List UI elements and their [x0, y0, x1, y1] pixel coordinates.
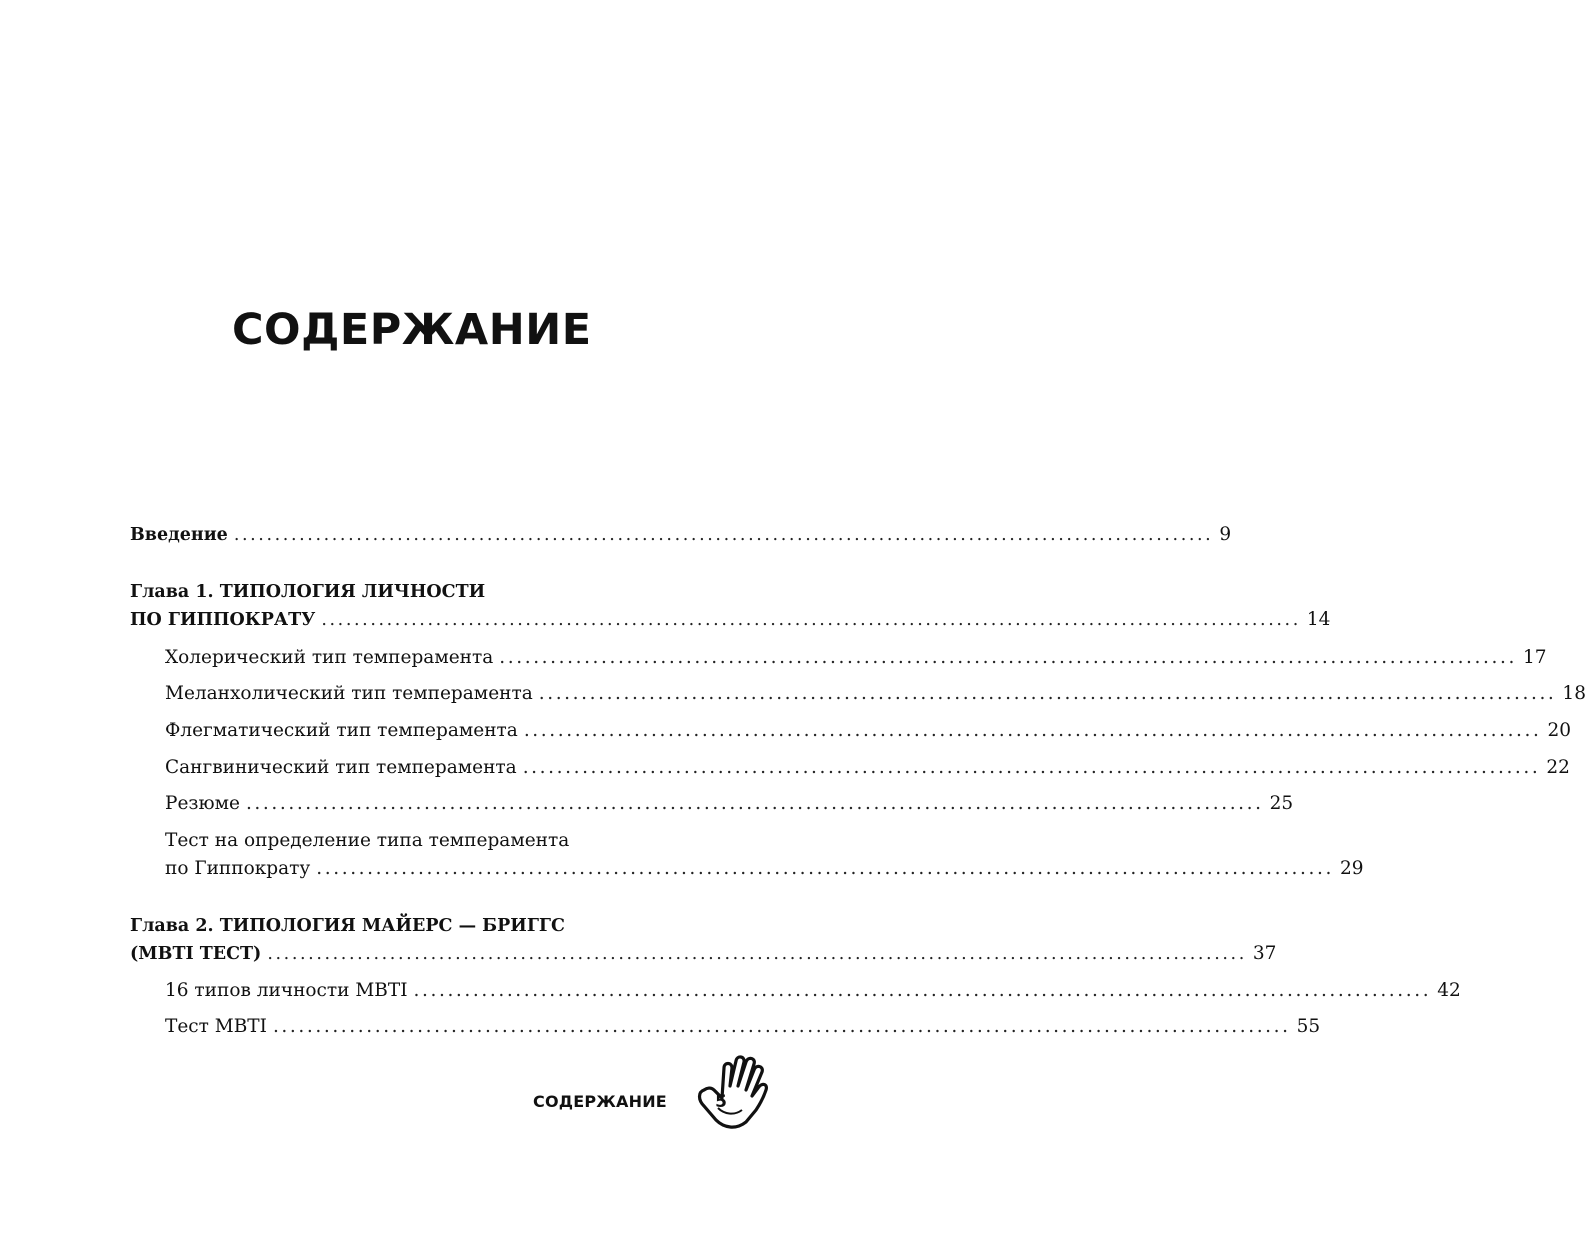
toc-entry-label: Глава 2. ТИПОЛОГИЯ МАЙЕРС — БРИГГС: [130, 916, 565, 936]
toc-page-number: 20: [1547, 720, 1572, 741]
toc-leader-dots: ........................................................................................................................: [267, 944, 1247, 964]
toc-entry-choleric[interactable]: [165, 643, 1547, 673]
page-title: СОДЕРЖАНИЕ: [232, 305, 592, 355]
toc-entry-summary[interactable]: [165, 789, 1294, 819]
toc-leader-dots: ........................................................................................................................: [523, 720, 1542, 741]
toc-entry-label: по Гиппократу: [165, 858, 311, 879]
toc-page-number: 17: [1522, 647, 1547, 668]
toc-page-number: 14: [1306, 609, 1331, 630]
toc-entry-label: Тест на определение типа темперамента: [165, 830, 570, 851]
toc-page-number: 18: [1562, 683, 1586, 704]
toc-leader-dots: ........................................................................................................................: [538, 683, 1557, 704]
toc-entry-label: Введение: [130, 525, 228, 545]
toc-entry-sanguine[interactable]: [165, 753, 1570, 783]
toc-chapter-1-title[interactable]: [130, 577, 485, 607]
toc-entry-label: 16 типов личности MBTI: [165, 980, 408, 1001]
page-number: 5: [715, 1092, 727, 1112]
toc-chapter-2-title[interactable]: [130, 911, 565, 941]
toc-entry-label: Глава 1. ТИПОЛОГИЯ ЛИЧНОСТИ: [130, 582, 486, 602]
toc-entry-test[interactable]: [165, 854, 1364, 884]
running-footer-label: СОДЕРЖАНИЕ: [533, 1092, 667, 1111]
toc-entry-mbti-test[interactable]: [165, 1012, 1321, 1042]
hand-icon: [690, 1050, 772, 1132]
toc-entry-melancholic[interactable]: [165, 679, 1586, 709]
toc-entry-test-title[interactable]: [165, 826, 569, 856]
toc-leader-dots: ........................................................................................................................: [316, 858, 1334, 879]
toc-chapter-1[interactable]: [130, 605, 1331, 635]
toc-leader-dots: ........................................................................................................................: [272, 1016, 1291, 1037]
toc-entry-label: ПО ГИППОКРАТУ: [130, 610, 316, 630]
toc-page-number: 29: [1339, 858, 1364, 879]
toc-entry-16-types[interactable]: [165, 976, 1461, 1006]
toc-page-number: 55: [1296, 1016, 1321, 1037]
toc-entry-label: Меланхолический тип темперамента: [165, 683, 533, 704]
toc-entry-label: Тест MBTI: [165, 1016, 267, 1037]
toc-entry-label: Флегматический тип темперамента: [165, 720, 518, 741]
toc-leader-dots: ........................................................................................................................: [245, 793, 1264, 814]
toc-entry-phlegmatic[interactable]: [165, 716, 1572, 746]
toc-entry-label: (MBTI ТЕСТ): [130, 944, 262, 964]
toc-leader-dots: ........................................................................................................................: [499, 647, 1517, 668]
toc-entry-label: Резюме: [165, 793, 240, 814]
toc-page-number: 25: [1269, 793, 1294, 814]
toc-chapter-2[interactable]: [130, 939, 1277, 969]
toc-page-number: 42: [1437, 980, 1461, 1001]
toc-page-number: 37: [1252, 943, 1277, 964]
toc-leader-dots: ........................................................................................................................: [321, 610, 1301, 630]
toc-entry-label: Сангвинический тип темперамента: [165, 757, 517, 778]
toc-entry-label: Холерический тип темперамента: [165, 647, 494, 668]
toc-leader-dots: ........................................................................................................................: [233, 525, 1214, 545]
toc-page-number: 22: [1546, 757, 1570, 778]
toc-page-number: 9: [1219, 524, 1232, 545]
toc-leader-dots: ........................................................................................................................: [413, 980, 1432, 1001]
toc-entry-intro[interactable]: [130, 520, 1232, 550]
toc-leader-dots: ........................................................................................................................: [522, 757, 1541, 778]
